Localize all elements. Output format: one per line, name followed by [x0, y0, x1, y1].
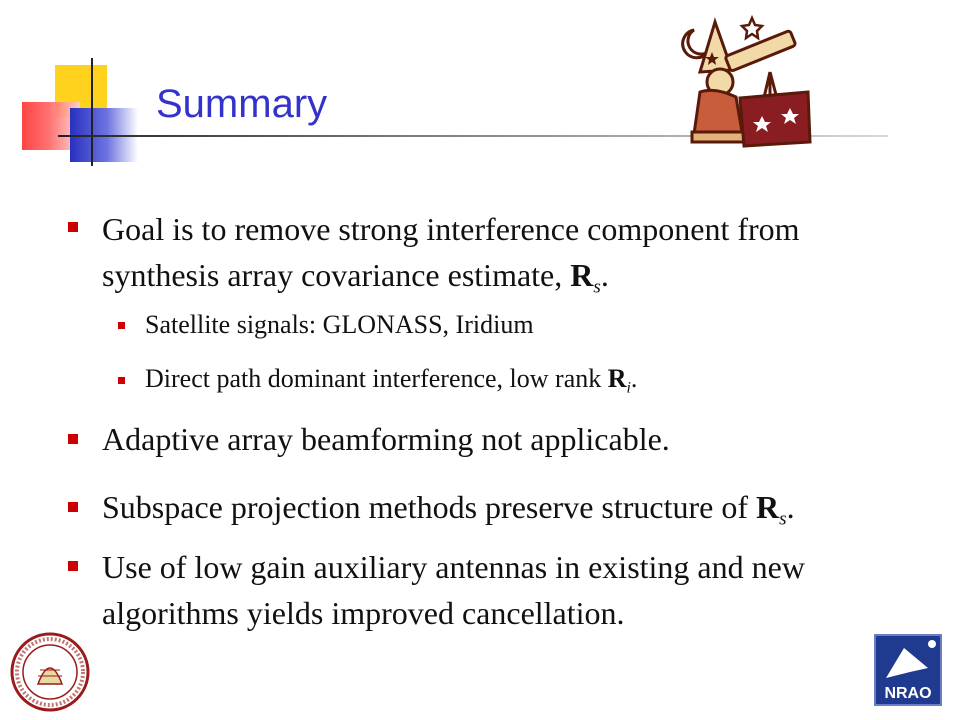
nrao-logo-icon — [874, 634, 942, 706]
slide-title: Summary — [156, 82, 328, 126]
bullet-goal: Goal is to remove strong interference component from synthesis array covariance estimate, $R_s$. — [102, 211, 800, 298]
sub-bullet-marker — [118, 377, 125, 384]
decor-vertical-line — [91, 58, 93, 166]
nrao-logo-text: NRAO — [884, 685, 932, 702]
bullet-adaptive: Adaptive array beamforming not applicable. — [102, 421, 670, 457]
bullet-subspace: Subspace projection methods preserve structure of $R_s$. — [102, 489, 795, 530]
bullet-marker — [68, 222, 78, 232]
sub-bullet-direct-path: Direct path dominant interference, low rank $R_i$. — [145, 364, 638, 397]
sub-bullet-satellite: Satellite signals: GLONASS, Iridium — [145, 310, 534, 339]
bullet-marker — [68, 561, 78, 571]
bullet-auxiliary: Use of low gain auxiliary antennas in existing and new algorithms yields improved cancellation. — [102, 549, 805, 631]
sub-bullet-marker — [118, 322, 125, 329]
bullet-marker — [68, 434, 78, 444]
bullet-marker — [68, 502, 78, 512]
university-seal-icon — [10, 632, 90, 712]
wizard-telescope-icon — [670, 12, 820, 152]
